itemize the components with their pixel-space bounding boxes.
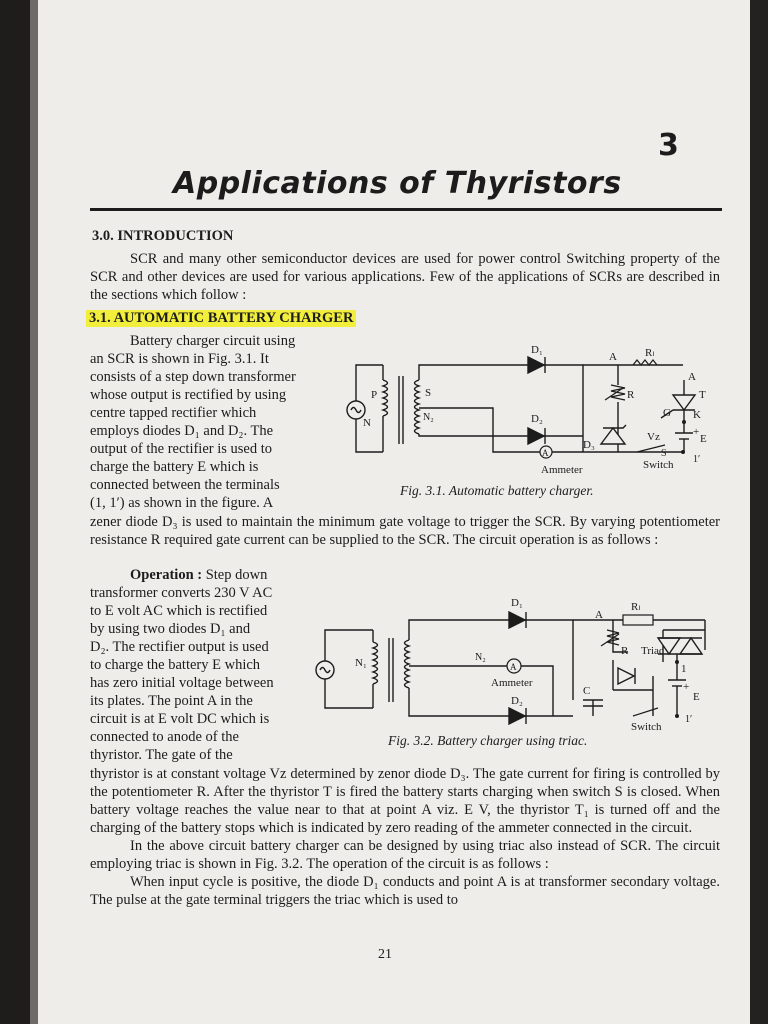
label-r: R bbox=[621, 645, 629, 657]
ammeter-symbol: A bbox=[510, 662, 517, 672]
label-n2: N₂ bbox=[423, 412, 434, 423]
figure-3-2-caption: Fig. 3.2. Battery charger using triac. bbox=[388, 733, 588, 748]
label-e: E bbox=[700, 433, 707, 445]
text-line: by using two diodes D₁ and bbox=[90, 621, 251, 637]
page-number: 21 bbox=[378, 947, 392, 962]
label-r: R bbox=[627, 389, 635, 401]
intro-paragraph: SCR and many other semiconductor devices are used for power control Switching property of the SCR and other devices are used for various applications. Few of the applications of SCRs are described in the sections which follow : bbox=[90, 251, 720, 303]
label-t: T bbox=[699, 389, 706, 401]
charger-paragraph: zener diode D₃ is used to maintain the minimum gate voltage to trigger the SCR. By varying potentiometer resistance R required gate current can be supplied to the SCR. The circuit operation is as follows : bbox=[90, 514, 720, 548]
label-switch: Switch bbox=[643, 459, 674, 471]
text-line: Step down bbox=[205, 567, 268, 583]
triac-icon bbox=[658, 638, 702, 654]
operation-label: Operation : bbox=[130, 567, 203, 583]
text-line: D₂. The rectifier output is used bbox=[90, 639, 269, 655]
label-n2: N₂ bbox=[475, 652, 486, 663]
charger-column-text bbox=[90, 332, 368, 512]
text-line: transformer converts 230 V AC bbox=[90, 585, 273, 601]
label-c: C bbox=[583, 685, 591, 697]
text-line: consists of a step down transformer bbox=[90, 369, 296, 385]
text-line: connected between the terminals bbox=[90, 477, 280, 493]
label-a: A bbox=[595, 609, 603, 621]
text-line: centre tapped rectifier which bbox=[90, 405, 257, 421]
label-n: N bbox=[363, 417, 371, 429]
label-plus: + bbox=[683, 681, 690, 693]
label-ammeter: Ammeter bbox=[541, 464, 583, 476]
text-line: (1, 1′) as shown in the figure. A bbox=[90, 495, 274, 511]
operation-paragraph bbox=[90, 765, 720, 909]
label-d1: D₁ bbox=[511, 597, 523, 609]
text-line: output of the rectifier is used to bbox=[90, 441, 273, 457]
secondary-coil-icon bbox=[415, 380, 420, 434]
text-line: has zero initial voltage between bbox=[90, 675, 274, 691]
label-switch-s: S bbox=[661, 448, 667, 459]
label-d3: D₃ bbox=[583, 439, 595, 451]
label-rl: Rₗ bbox=[631, 601, 641, 613]
label-rl: Rₗ bbox=[645, 347, 655, 359]
diode-d2-icon bbox=[509, 708, 526, 724]
text-line: connected to anode of the bbox=[90, 729, 239, 745]
text-line: circuit is at E volt DC which is bbox=[90, 711, 270, 727]
book-page bbox=[38, 0, 750, 1024]
potentiometer-icon bbox=[611, 385, 625, 400]
load-resistor-icon bbox=[633, 360, 657, 365]
label-one-prime: 1′ bbox=[693, 454, 701, 465]
label-d2: D₂ bbox=[511, 695, 523, 707]
label-switch: Switch bbox=[631, 721, 662, 733]
label-p: P bbox=[371, 389, 378, 401]
positive-cycle-paragraph: When input cycle is positive, the diode D₁ conducts and point A is at transformer secondary voltage. The pulse at the gate terminal triggers the triac which is used to bbox=[90, 874, 720, 908]
primary-coil-icon bbox=[373, 642, 378, 684]
figure-3-2-circuit bbox=[313, 590, 703, 733]
section-heading-battery-charger: 3.1. AUTOMATIC BATTERY CHARGER bbox=[86, 310, 356, 327]
label-g: G bbox=[663, 407, 671, 419]
thyristor-paragraph: thyristor is at constant voltage Vᴢ determined by zenor diode D₃. The gate current for firing is controlled by the potentiometer R. After the thyristor T is fired the battery starts charging when switch S is closed. When battery voltage reaches the value near to that at point A viz. E V, the thyristor T₁ is turned off and the charging of the battery stops which is indicated by zero reading of the ammeter connected in the circuit. bbox=[90, 766, 720, 836]
text-line: to charge the battery E which bbox=[90, 657, 261, 673]
figure-3-1-circuit bbox=[343, 340, 707, 480]
triac-paragraph: In the above circuit battery charger can be designed by using triac also instead of SCR. The circuit employing triac is shown in Fig. 3.2. The operation of the circuit is as follows : bbox=[90, 838, 720, 872]
text-line: thyristor. The gate of the bbox=[90, 747, 233, 763]
switch-icon bbox=[633, 708, 658, 716]
label-vz: Vᴢ bbox=[647, 431, 660, 443]
label-k: K bbox=[693, 409, 701, 421]
label-d1: D₁ bbox=[531, 344, 543, 356]
label-anode: A bbox=[688, 371, 696, 383]
label-triac: Triac bbox=[641, 645, 664, 657]
text-line: charge the battery E which is bbox=[90, 459, 259, 475]
label-ammeter: Ammeter bbox=[491, 677, 533, 689]
label-one: 1 bbox=[681, 663, 687, 675]
title-rule bbox=[90, 208, 722, 211]
diode-d1-icon bbox=[528, 357, 545, 373]
label-n1: N₁ bbox=[355, 657, 367, 669]
zener-d3-icon bbox=[601, 425, 626, 444]
secondary-coil-icon bbox=[405, 640, 410, 688]
ammeter-symbol: A bbox=[542, 448, 549, 458]
diode-d1-icon bbox=[509, 612, 526, 628]
diode-d2-icon bbox=[528, 428, 545, 444]
page-edge-shadow bbox=[750, 0, 768, 1024]
diode-d3-icon bbox=[618, 668, 635, 684]
battery-icon bbox=[675, 420, 693, 452]
text-line: employs diodes D₁ and D₂. The bbox=[90, 423, 274, 439]
label-d2: D₂ bbox=[531, 413, 543, 425]
figure-3-1-caption: Fig. 3.1. Automatic battery charger. bbox=[400, 483, 594, 498]
label-e: E bbox=[693, 691, 700, 703]
label-a: A bbox=[609, 351, 617, 363]
text-line: its plates. The point A in the bbox=[90, 693, 253, 709]
operation-column-text bbox=[90, 566, 340, 764]
text-line: whose output is rectified by using bbox=[90, 387, 287, 403]
load-resistor-icon bbox=[623, 615, 653, 625]
chapter-number: 3 bbox=[658, 128, 679, 163]
section-heading-introduction: 3.0. INTRODUCTION bbox=[92, 228, 234, 244]
text-line: to E volt AC which is rectified bbox=[90, 603, 268, 619]
primary-coil-icon bbox=[383, 380, 388, 416]
label-s: S bbox=[425, 387, 432, 399]
text-line: Battery charger circuit using bbox=[130, 333, 296, 349]
label-one-prime: 1′ bbox=[685, 714, 693, 725]
text-line: an SCR is shown in Fig. 3.1. It bbox=[90, 351, 269, 367]
chapter-title: Applications of Thyristors bbox=[173, 166, 622, 201]
label-plus: + bbox=[693, 426, 700, 438]
